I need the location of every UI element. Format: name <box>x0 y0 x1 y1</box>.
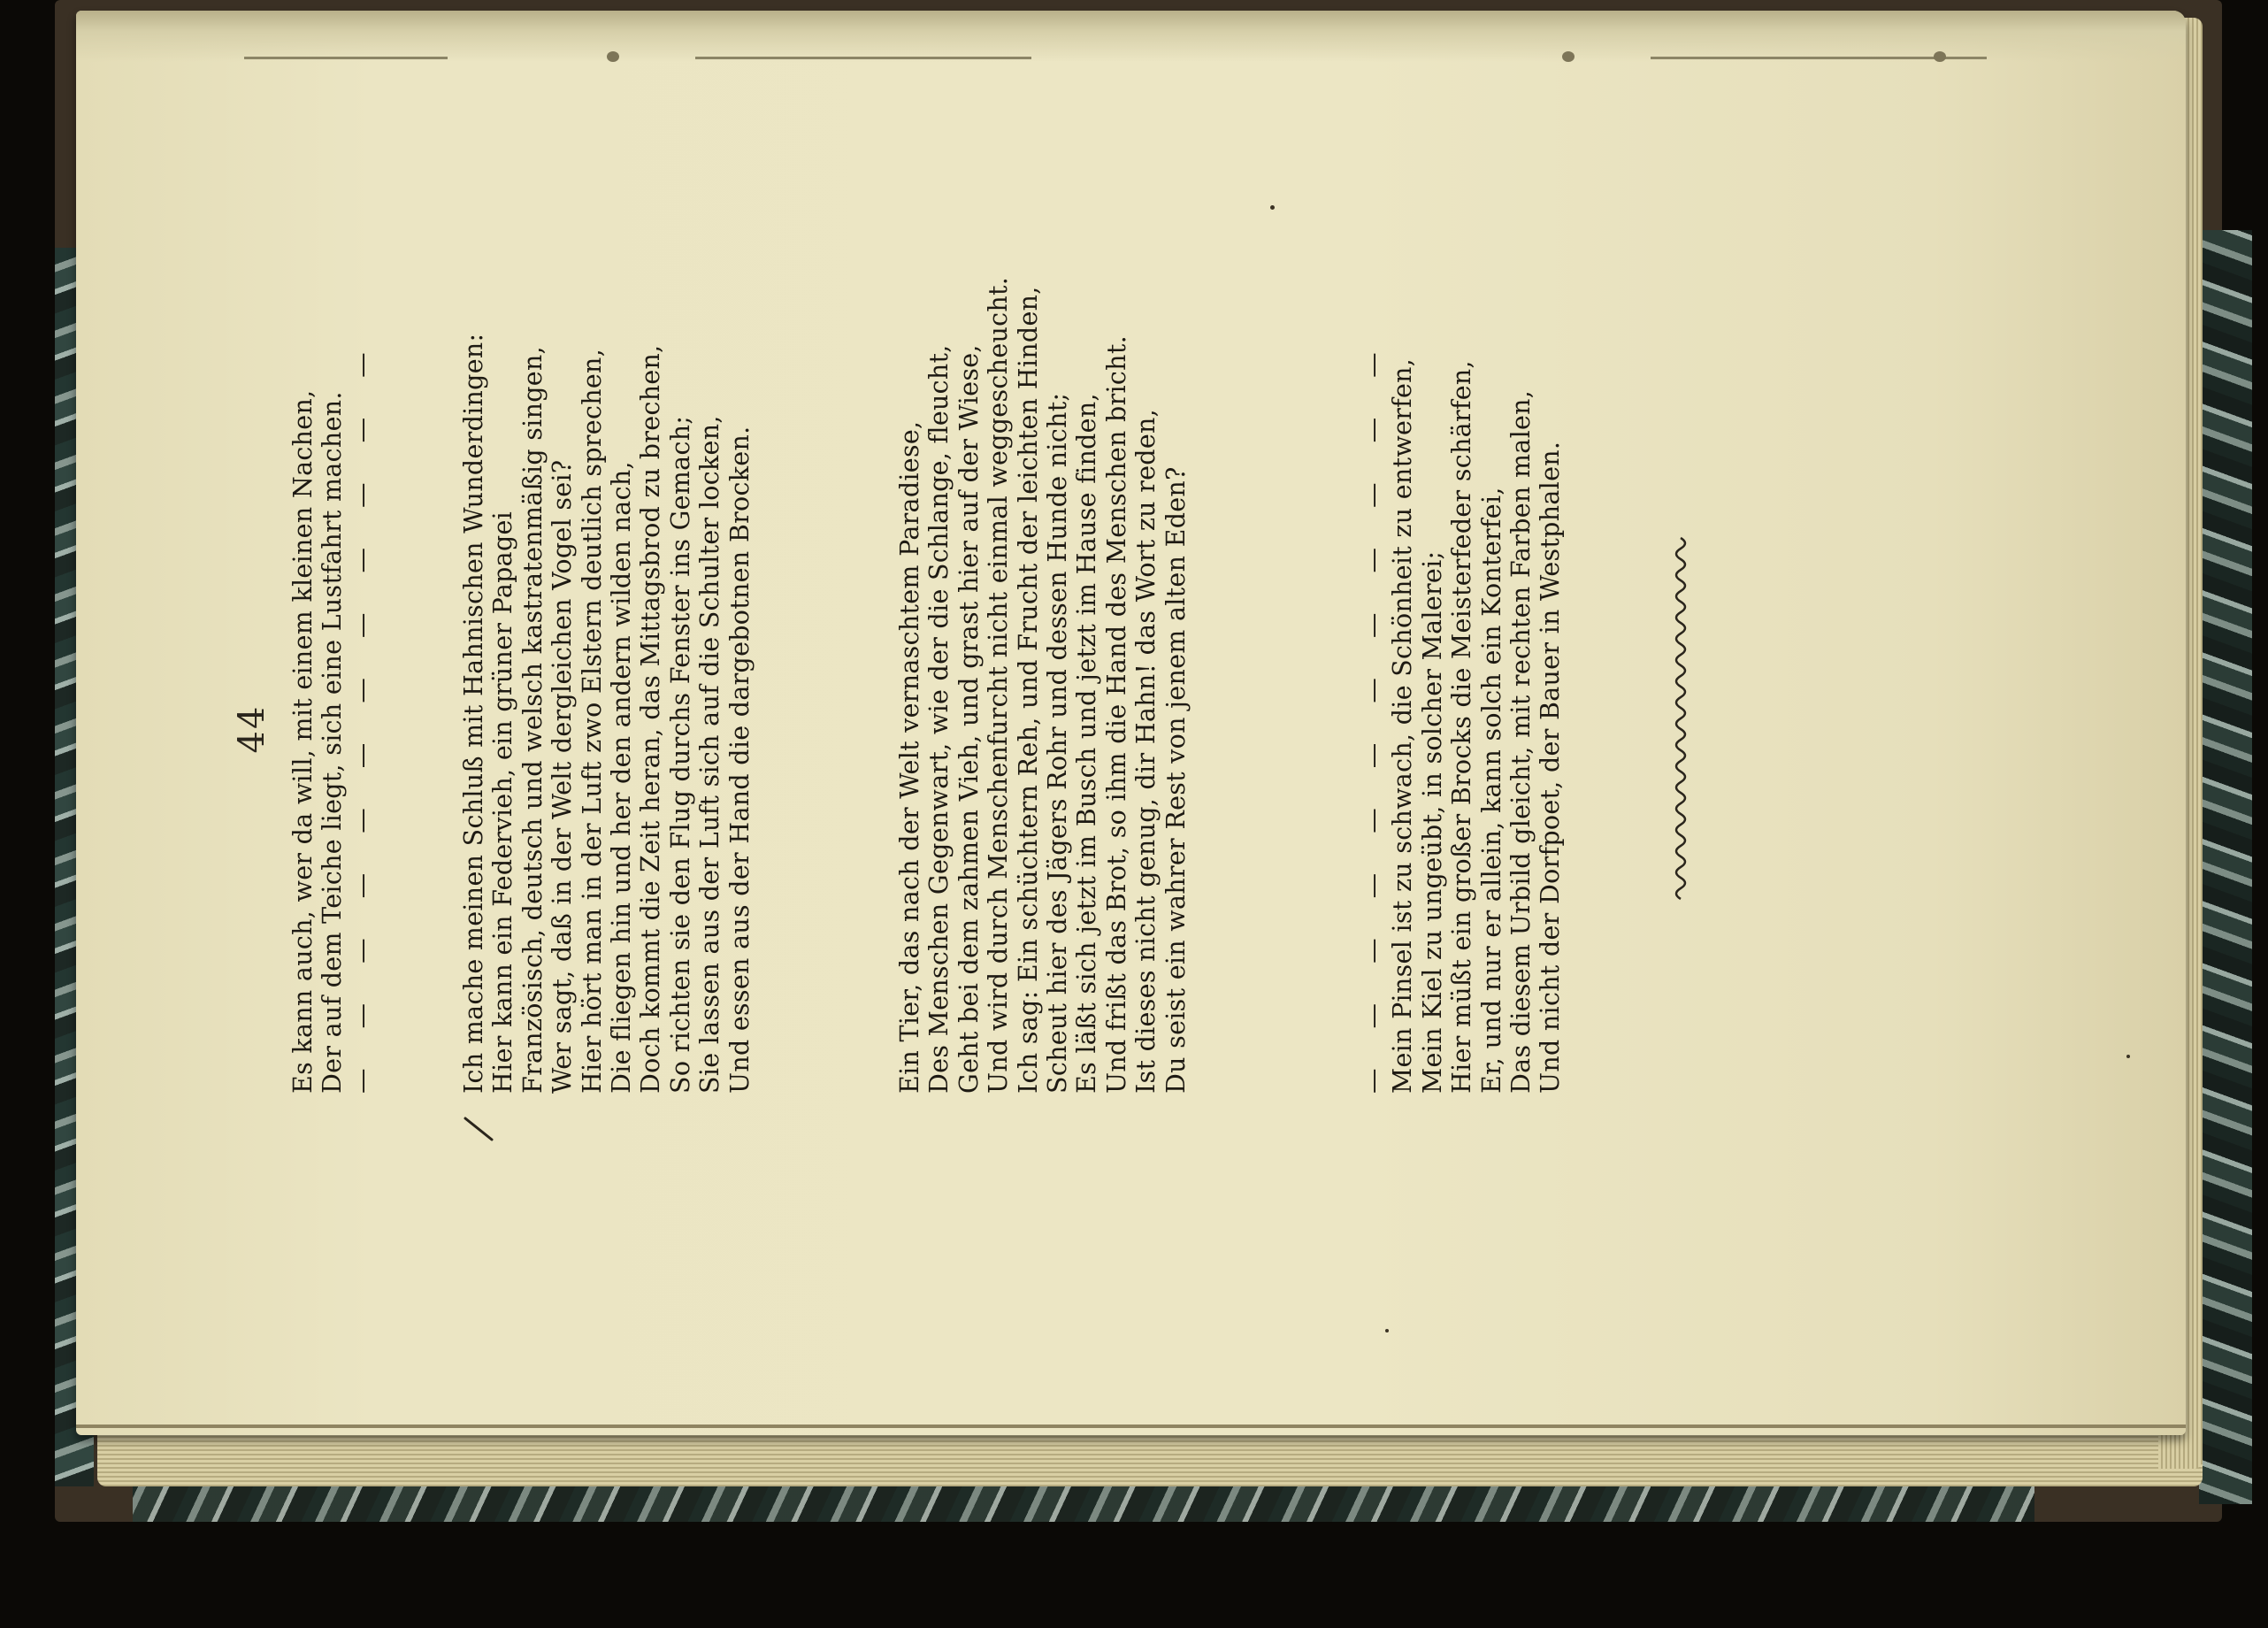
stanza-4 <box>1359 336 1566 1094</box>
verse-line: Ich sag: Ein schüchtern Reh, und Frucht der leichten Hinden, <box>1013 286 1043 1094</box>
verse-line: Scheut hier des Jägers Rohr und dessen Hunde nicht; <box>1043 392 1073 1094</box>
paper-speck <box>2126 1055 2130 1058</box>
verse-line: Sie lassen aus der Luft sich auf die Schulter locken, <box>695 415 725 1094</box>
verse-line: Und wird durch Menschenfurcht nicht einmal weggescheucht. <box>984 276 1014 1094</box>
verse-line: Französisch, deutsch und welsch kastratenmäßig singen, <box>517 346 548 1094</box>
verse-line: Der auf dem Teiche liegt, sich eine Lustfahrt machen. <box>318 391 348 1094</box>
verse-line: Hier müßt ein großer Brocks die Meisterfeder schärfen, <box>1447 360 1477 1094</box>
verse-line: Doch kommt die Zeit heran, das Mittagsbrod zu brechen, <box>636 344 666 1094</box>
stanza-2 <box>459 334 755 1094</box>
verse-line: Das diesem Urbild gleicht, mit rechten Farben malen, <box>1506 389 1536 1094</box>
verse-line: Mein Pinsel ist zu schwach, die Schönheit zu entwerfen, <box>1388 357 1418 1094</box>
verse-line: Mein Kiel zu ungeübt, in solcher Malerei; <box>1417 550 1447 1094</box>
verse-line: Es läßt sich jetzt im Busch und jetzt im Hause finden, <box>1072 393 1102 1094</box>
verse-line: Er, und nur er allein, kann solch ein Konterfei, <box>1476 487 1506 1094</box>
verse-line: Die fliegen hin und her den andern wilden nach, <box>607 461 637 1094</box>
stanza-3 <box>895 277 1191 1094</box>
wavy-end-ornament <box>1663 533 1698 904</box>
page-number: 44 <box>232 704 272 754</box>
verse-line: So richten sie den Flug durchs Fenster ins Gemach; <box>665 415 695 1094</box>
verse-line: Du seist ein wahrer Rest von jenem alten Eden? <box>1161 466 1191 1094</box>
verse-line: Ist dieses nicht genug, dir Hahn! das Wort zu reden, <box>1131 408 1161 1094</box>
pencil-tick-mark <box>462 1110 497 1145</box>
verse-line: Und nicht der Dorfpoet, der Bauer in Westphalen. <box>1536 441 1566 1094</box>
verse-line: Es kann auch, wer da will, mit einem kleinen Nachen, <box>288 389 318 1094</box>
verse-line: Hier kann ein Federvieh, ein grüner Papagei <box>488 511 518 1094</box>
dash-separator: — — — — — — — — — — — — <box>1359 336 1388 1094</box>
verse-line: Und frißt das Brot, so ihm die Hand des Menschen bricht. <box>1101 335 1131 1094</box>
verse-line: Und essen aus der Hand die dargebotnen Brocken. <box>724 426 755 1094</box>
rotated-text-page <box>0 21 2114 1437</box>
dash-separator: — — — — — — — — — — — — <box>347 336 377 1094</box>
verse-line: Geht bei dem zahmen Vieh, und grast hier auf der Wiese, <box>954 344 984 1094</box>
stanza-1 <box>288 336 377 1094</box>
verse-line: Ich mache meinen Schluß mit Hahnischen Wunderdingen: <box>459 333 488 1094</box>
verse-line: Ein Tier, das nach der Welt vernaschtem Paradiese, <box>895 420 924 1094</box>
marbled-cover-right <box>2199 230 2252 1504</box>
verse-line: Wer sagt, daß in der Welt dergleichen Vogel sei? <box>548 459 578 1094</box>
bleed-through-from-next-page <box>1663 0 2034 280</box>
verse-line: Des Menschen Gegenwart, wie der die Schlange, fleucht, <box>924 344 954 1094</box>
verse-line: Hier hört man in der Luft zwo Elstern deutlich sprechen, <box>577 348 607 1094</box>
